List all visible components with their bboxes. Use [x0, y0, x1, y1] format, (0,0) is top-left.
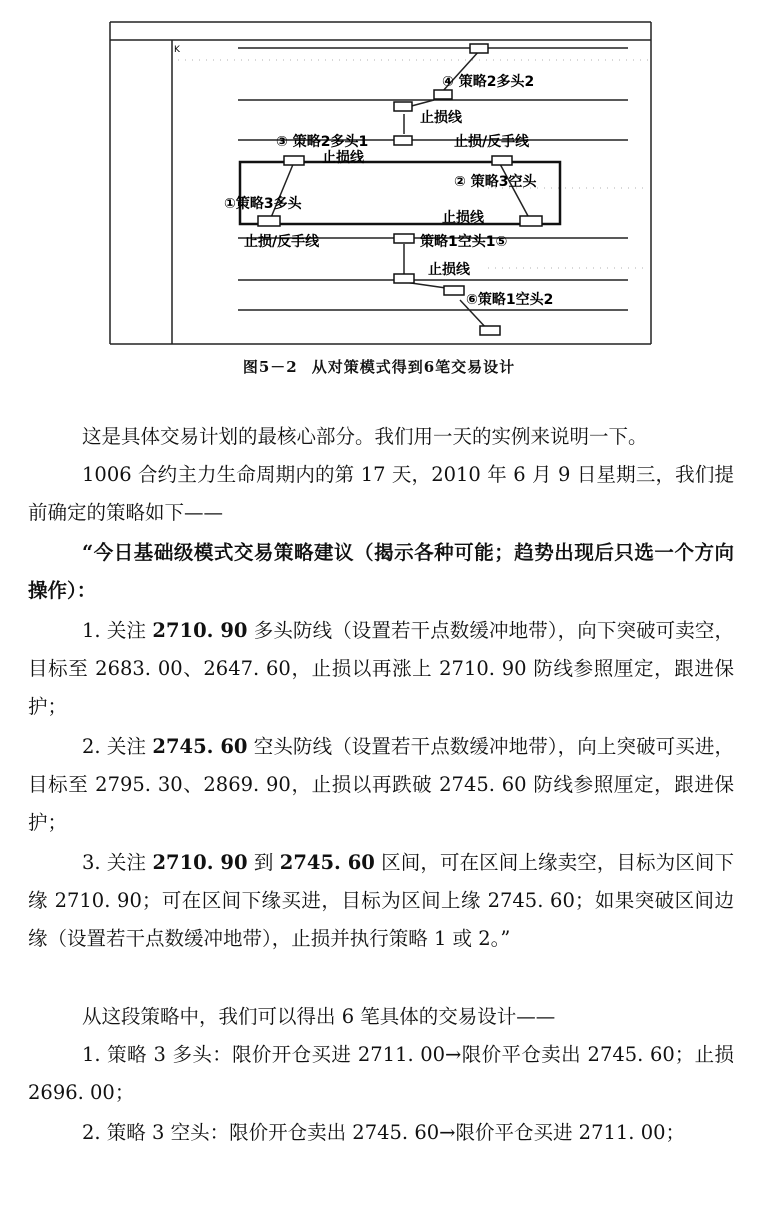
- order-marker: [480, 326, 500, 335]
- item-text: 1. 关注: [82, 619, 153, 642]
- order-marker: [394, 274, 414, 283]
- order-marker: [394, 234, 414, 243]
- order-marker: [492, 156, 512, 165]
- item-text: 区间，可在区间上缘卖空，目标为区间下缘 2710. 90；可在区间下缘买进，目标为区间上缘 2745. 60；如果突破区间边缘（设置若干点数缓冲地带），止损并执行策略 1 或 2。”: [28, 851, 734, 950]
- label-stop-line: 止损线: [322, 150, 364, 166]
- label-strategy2-long1: ③ 策略2多头1: [276, 134, 369, 150]
- label-stop-line: 止损线: [442, 210, 484, 226]
- item-text: 空头防线（设置若干点数缓冲地带），向上突破可买进，目标至 2795. 30、2869. 90，止损以再跌破 2745. 60 防线参照厘定，跟进保护；: [28, 735, 734, 834]
- item-text: 3. 关注: [82, 851, 153, 874]
- label-strategy1-short1: 策略1空头1⑤: [420, 234, 508, 250]
- order-marker: [258, 216, 280, 226]
- order-marker: [444, 286, 464, 295]
- strategy-item-1: [28, 612, 734, 726]
- strategy-item-3: [28, 844, 734, 958]
- item-key-price: 2710. 90: [152, 619, 248, 642]
- label-strategy3-long: ①策略3多头: [224, 196, 302, 212]
- order-marker: [470, 44, 488, 53]
- order-marker: [394, 136, 412, 145]
- order-marker: [284, 156, 304, 165]
- trade-design-1: 1. 策略 3 多头：限价开仓买进 2711. 00→限价平仓卖出 2745. 60；止损 2696. 00；: [28, 1043, 734, 1104]
- trade-design-2: 2. 策略 3 空头：限价开仓卖出 2745. 60→限价平仓买进 2711. 00；: [82, 1121, 686, 1144]
- label-stop-line: 止损线: [428, 262, 470, 278]
- paragraph-six-trades: 从这段策略中，我们可以得出 6 笔具体的交易设计——: [82, 1005, 556, 1028]
- range-box: [240, 162, 560, 224]
- connector: [500, 164, 528, 216]
- order-marker: [394, 102, 412, 111]
- k-marker: K: [174, 45, 180, 55]
- label-stop-reverse-line: 止损/反手线: [244, 234, 320, 250]
- item-text: 多头防线（设置若干点数缓冲地带），向下突破可卖空，目标至 2683. 00、2647. 60，止损以再涨上 2710. 90 防线参照厘定，跟进保护；: [28, 619, 734, 718]
- figure-title: 从对策模式得到6笔交易设计: [311, 358, 516, 376]
- label-strategy2-long2: ④ 策略2多头2: [442, 74, 535, 90]
- label-stop-line: 止损线: [420, 110, 462, 126]
- item-key-price: 2710. 90: [152, 851, 248, 874]
- trade-design-diagram: [108, 20, 653, 350]
- paragraph-contract: 1006 合约主力生命周期内的第 17 天，2010 年 6 月 9 日星期三，我们提前确定的策略如下——: [28, 463, 734, 524]
- order-marker: [434, 90, 452, 99]
- item-key-price: 2745. 60: [152, 735, 248, 758]
- item-text: 到: [247, 851, 280, 874]
- strategy-item-2: [28, 728, 734, 842]
- paragraph-intro: 这是具体交易计划的最核心部分。我们用一天的实例来说明一下。: [82, 425, 648, 448]
- figure-caption: [0, 356, 758, 377]
- label-strategy1-short2: ⑥策略1空头2: [466, 292, 554, 308]
- figure-number: 图5－2: [242, 358, 298, 376]
- item-key-price: 2745. 60: [279, 851, 375, 874]
- paragraph-strategy-quote: “今日基础级模式交易策略建议（揭示各种可能；趋势出现后只选一个方向操作）：: [28, 541, 734, 602]
- order-marker: [520, 216, 542, 226]
- item-text: 2. 关注: [82, 735, 153, 758]
- label-strategy3-short: ② 策略3空头: [454, 174, 537, 190]
- label-stop-reverse-line: 止损/反手线: [454, 134, 530, 150]
